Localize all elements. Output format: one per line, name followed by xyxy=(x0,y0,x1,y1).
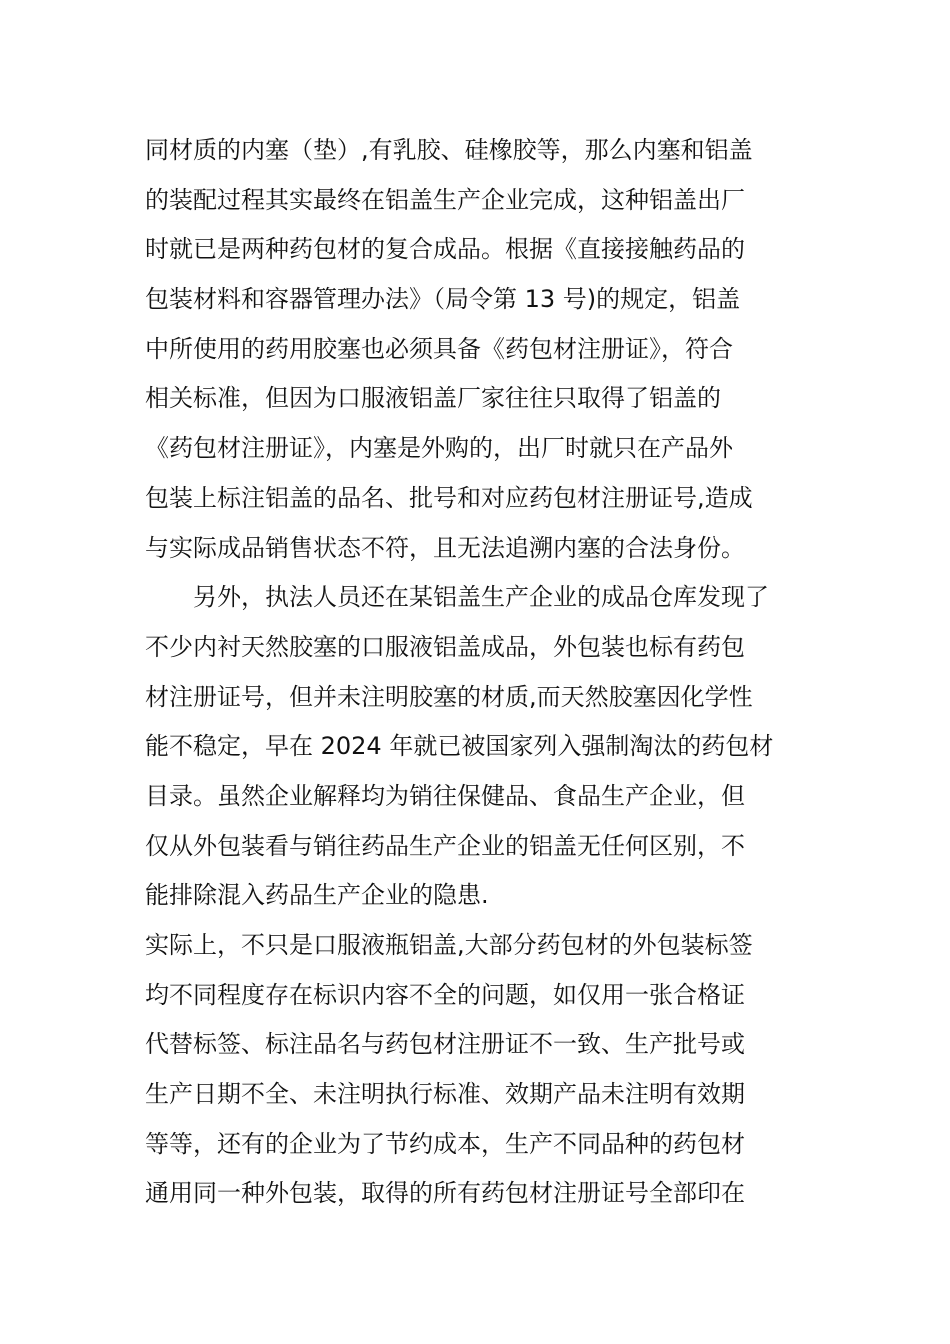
text-line-8: 包装上标注铝盖的品名、批号和对应药包材注册证号,造成 xyxy=(145,483,753,512)
text-line-21: 等等，还有的企业为了节约成本，生产不同品种的药包材 xyxy=(145,1129,745,1158)
text-line-17: 实际上，不只是口服液瓶铝盖,大部分药包材的外包装标签 xyxy=(145,931,753,959)
text-line-11: 不少内衬天然胶塞的口服液铝盖成品，外包装也标有药包 xyxy=(145,632,745,661)
text-line-19: 代替标签、标注品名与药包材注册证不一致、生产批号或 xyxy=(145,1030,745,1059)
text-line-2: 的装配过程其实最终在铝盖生产企业完成，这种铝盖出厂 xyxy=(145,185,745,214)
text-line-10: 另外，执法人员还在某铝盖生产企业的成品仓库发现了 xyxy=(145,583,769,612)
text-line-1: 同材质的内塞（垫）,有乳胶、硅橡胶等，那么内塞和铝盖 xyxy=(145,136,753,164)
text-line-14: 目录。虽然企业解释均为销往保健品、食品生产企业，但 xyxy=(145,781,745,810)
text-line-4: 包装材料和容器管理办法》（局令第 13 号)的规定，铝盖 xyxy=(145,285,741,314)
text-line-18: 均不同程度存在标识内容不全的问题，如仅用一张合格证 xyxy=(145,980,745,1009)
text-line-12: 材注册证号，但并未注明胶塞的材质,而天然胶塞因化学性 xyxy=(145,682,753,711)
text-line-22: 通用同一种外包装，取得的所有药包材注册证号全部印在 xyxy=(145,1179,745,1208)
text-line-16: 能排除混入药品生产企业的隐患. xyxy=(145,881,489,910)
text-line-15: 仅从外包装看与销往药品生产企业的铝盖无任何区别，不 xyxy=(145,831,745,860)
text-line-3: 时就已是两种药包材的复合成品。根据《直接接触药品的 xyxy=(145,235,745,264)
body-text xyxy=(145,126,825,1219)
text-line-9: 与实际成品销售状态不符，且无法追溯内塞的合法身份。 xyxy=(145,533,745,562)
text-line-5: 中所使用的药用胶塞也必须具备《药包材注册证》，符合 xyxy=(145,334,733,363)
text-line-13: 能不稳定，早在 2024 年就已被国家列入强制淘汰的药包材 xyxy=(145,732,774,761)
text-line-6: 相关标准，但因为口服液铝盖厂家往往只取得了铝盖的 xyxy=(145,384,721,413)
text-line-7: 《药包材注册证》，内塞是外购的，出厂时就只在产品外 xyxy=(145,434,733,463)
text-line-20: 生产日期不全、未注明执行标准、效期产品未注明有效期 xyxy=(145,1080,745,1109)
